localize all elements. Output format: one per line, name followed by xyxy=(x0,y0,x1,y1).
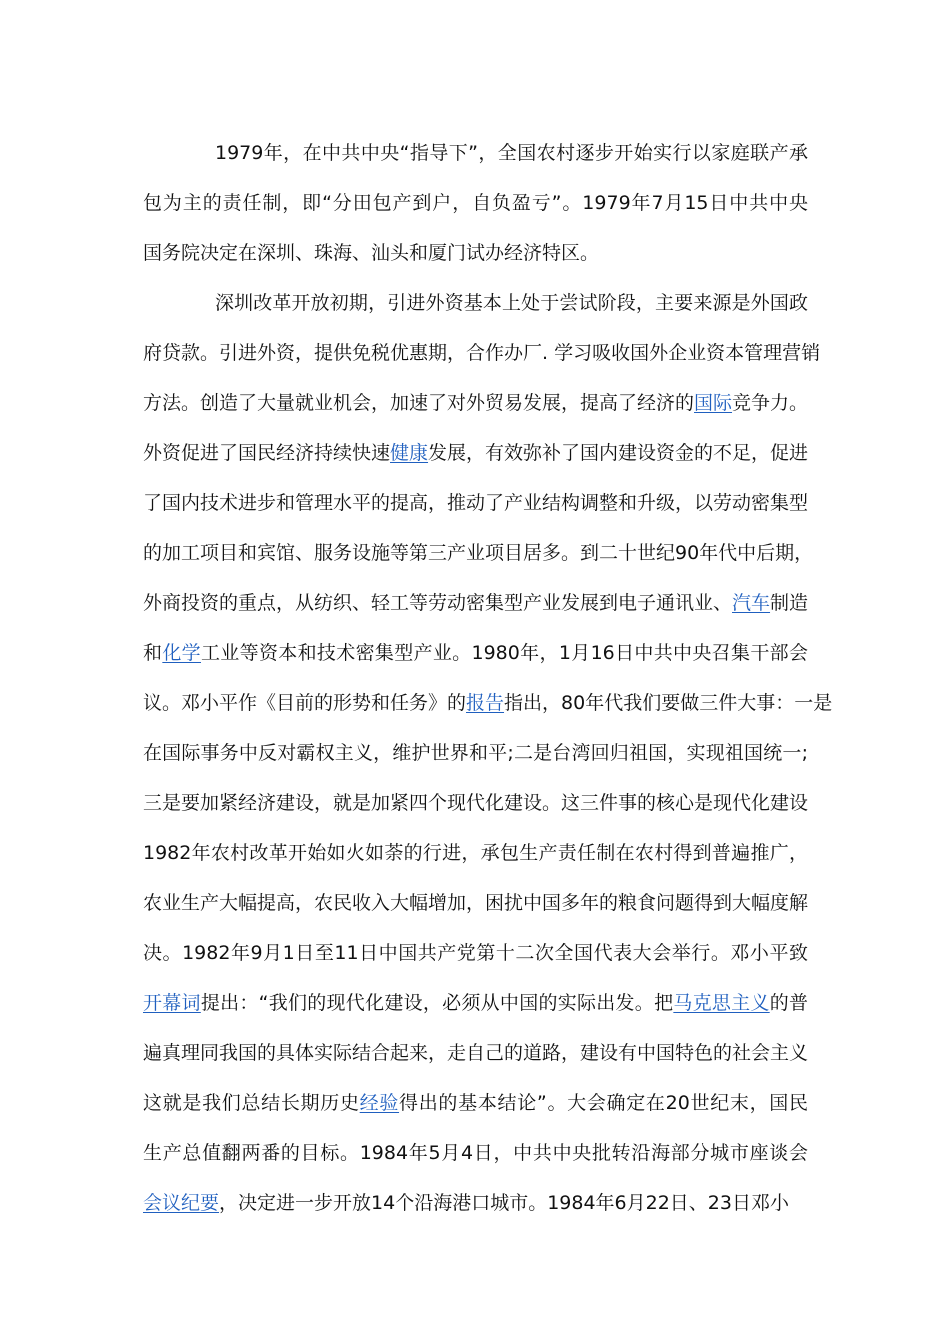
text-segment: 国务院决定在深圳、珠海、汕头和厦门试办经济特区。 xyxy=(143,242,600,264)
text-link[interactable]: 健康 xyxy=(390,442,429,464)
text-line xyxy=(143,378,808,428)
text-line xyxy=(143,978,808,1028)
text-segment: 和 xyxy=(143,642,163,664)
text-segment: 提出：“我们的现代化建设，必须从中国的实际出发。把 xyxy=(200,992,674,1014)
text-link[interactable]: 国际 xyxy=(694,392,733,414)
text-segment: 工业等资本和技术密集型产业。1980年，1月16日中共中央召集干部会 xyxy=(200,642,808,664)
text-line xyxy=(143,278,808,328)
text-segment: 外商投资的重点，从纺织、轻工等劳动密集型产业发展到电子通讯业、 xyxy=(143,592,733,614)
text-segment: 得出的基本结论”。大会确定在20世纪末，国民 xyxy=(399,1092,808,1114)
text-segment: 竞争力。 xyxy=(732,392,809,414)
text-segment: 外资促进了国民经济持续快速 xyxy=(143,442,391,464)
text-segment: 的普 xyxy=(769,992,808,1014)
text-link[interactable]: 经验 xyxy=(359,1092,400,1114)
text-segment: 府贷款。引进外资，提供免税优惠期，合作办厂. 学习吸收国外企业资本管理营销 xyxy=(143,342,821,364)
text-segment: 决。1982年9月1日至11日中国共产党第十二次全国代表大会举行。邓小平致 xyxy=(143,942,808,964)
text-segment: 发展，有效弥补了国内建设资金的不足，促进 xyxy=(428,442,809,464)
text-line xyxy=(143,178,808,228)
text-line xyxy=(143,228,808,278)
text-line xyxy=(143,528,814,578)
text-line xyxy=(143,428,808,478)
text-line xyxy=(143,628,808,678)
paragraph xyxy=(143,128,808,278)
text-segment: 的加工项目和宾馆、服务设施等第三产业项目居多。到二十世纪90年代中后期， xyxy=(143,542,814,564)
text-line xyxy=(143,478,808,528)
text-segment: 方法。创造了大量就业机会，加速了对外贸易发展，提高了经济的 xyxy=(143,392,695,414)
text-segment: 三是要加紧经济建设，就是加紧四个现代化建设。这三件事的核心是现代化建设 xyxy=(143,792,809,814)
text-line xyxy=(143,678,833,728)
text-segment: 农业生产大幅提高，农民收入大幅增加，困扰中国多年的粮食问题得到大幅度解 xyxy=(143,892,809,914)
text-segment: 这就是我们总结长期历史 xyxy=(143,1092,360,1114)
text-link[interactable]: 化学 xyxy=(162,642,201,664)
text-link[interactable]: 报告 xyxy=(466,692,505,714)
text-segment: 在国际事务中反对霸权主义，维护世界和平;二是台湾回归祖国，实现祖国统一; xyxy=(143,742,808,764)
text-segment: 议。邓小平作《目前的形势和任务》的 xyxy=(143,692,467,714)
text-link[interactable]: 汽车 xyxy=(732,592,771,614)
text-line xyxy=(143,128,808,178)
text-line xyxy=(143,878,808,928)
text-line xyxy=(143,828,808,878)
text-line xyxy=(143,1128,808,1178)
text-line xyxy=(143,928,808,978)
text-segment: 制造 xyxy=(770,592,809,614)
text-segment: 指出，80年代我们要做三件大事：一是 xyxy=(504,692,833,714)
text-link[interactable]: 会议纪要 xyxy=(143,1192,220,1214)
text-segment: 包为主的责任制，即“分田包产到户，自负盈亏”。1979年7月15日中共中央 xyxy=(143,192,808,214)
text-segment: 生产总值翻两番的目标。1984年5月4日，中共中央批转沿海部分城市座谈会 xyxy=(143,1142,808,1164)
text-link[interactable]: 开幕词 xyxy=(143,992,201,1014)
document-body xyxy=(143,128,833,1228)
text-segment: 深圳改革开放初期，引进外资基本上处于尝试阶段，主要来源是外国政 xyxy=(215,292,808,314)
text-segment: ，决定进一步开放14个沿海港口城市。1984年6月22日、23日邓小 xyxy=(219,1192,789,1214)
text-segment: 1982年农村改革开始如火如荼的行进，承包生产责任制在农村得到普遍推广， xyxy=(143,842,808,864)
paragraph xyxy=(143,278,833,1228)
text-line xyxy=(143,1178,808,1228)
text-line xyxy=(143,778,808,828)
text-line xyxy=(143,1078,808,1128)
text-segment: 遍真理同我国的具体实际结合起来，走自己的道路，建设有中国特色的社会主义 xyxy=(143,1042,809,1064)
text-segment: 了国内技术进步和管理水平的提高，推动了产业结构调整和升级，以劳动密集型 xyxy=(143,492,809,514)
text-line xyxy=(143,728,808,778)
text-line xyxy=(143,1028,808,1078)
text-segment: 1979年，在中共中央“指导下”，全国农村逐步开始实行以家庭联产承 xyxy=(215,142,808,164)
text-line xyxy=(143,328,821,378)
text-link[interactable]: 马克思主义 xyxy=(673,992,770,1014)
text-line xyxy=(143,578,808,628)
